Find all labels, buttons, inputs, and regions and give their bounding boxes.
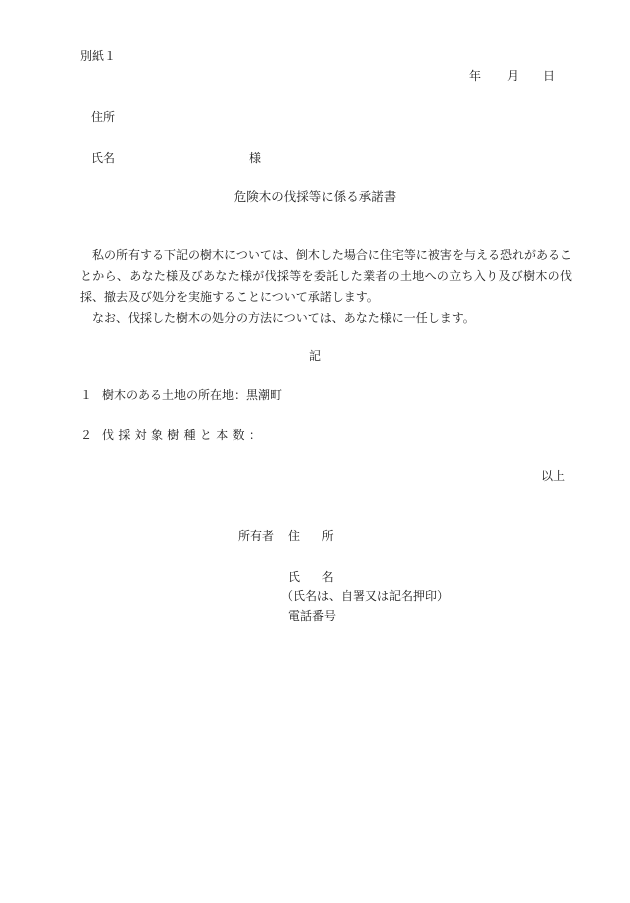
ki-heading: 記 (308, 349, 321, 363)
owner-name-label: 氏名 (288, 570, 356, 584)
list-item-text: 樹木のある土地の所在地：黒潮町 (102, 388, 283, 402)
recipient-honorific: 様 (249, 151, 262, 165)
list-item-location (80, 389, 282, 401)
document-title: 危険木の伐採等に係る承諾書 (233, 189, 397, 204)
list-item-number: １ (80, 388, 93, 402)
date-day-label: 日 (543, 69, 556, 83)
owner-label: 所有者 (238, 529, 275, 543)
owner-tel-label: 電話番号 (288, 609, 337, 623)
recipient-address-label: 住所 (91, 110, 116, 124)
body-paragraph-consent: 私の所有する下記の樹木については、倒木した場合に住宅等に被害を与える恐れがあることから、あなた様及びあなた様が伐採等を委託した業者の土地への立ち入り及び樹木の伐採、撤去及び処分を実施することについて承諾します。 (80, 248, 572, 304)
document-label: 別紙１ (80, 49, 117, 63)
list-item-text: 伐採対象樹種と本数： (102, 428, 266, 442)
date-year-label: 年 (469, 69, 482, 83)
list-item-species (80, 429, 265, 441)
list-item-number: ２ (80, 428, 93, 442)
recipient-name-label: 氏名 (91, 151, 116, 165)
closing-label: 以上 (541, 469, 566, 483)
body-text (80, 245, 572, 329)
owner-name-note: （氏名は、自署又は記名押印） (281, 589, 450, 603)
date-month-label: 月 (507, 69, 520, 83)
owner-address-label: 住所 (288, 529, 356, 543)
body-paragraph-disposal: なお、伐採した樹木の処分の方法については、あなた様に一任します。 (92, 311, 475, 325)
